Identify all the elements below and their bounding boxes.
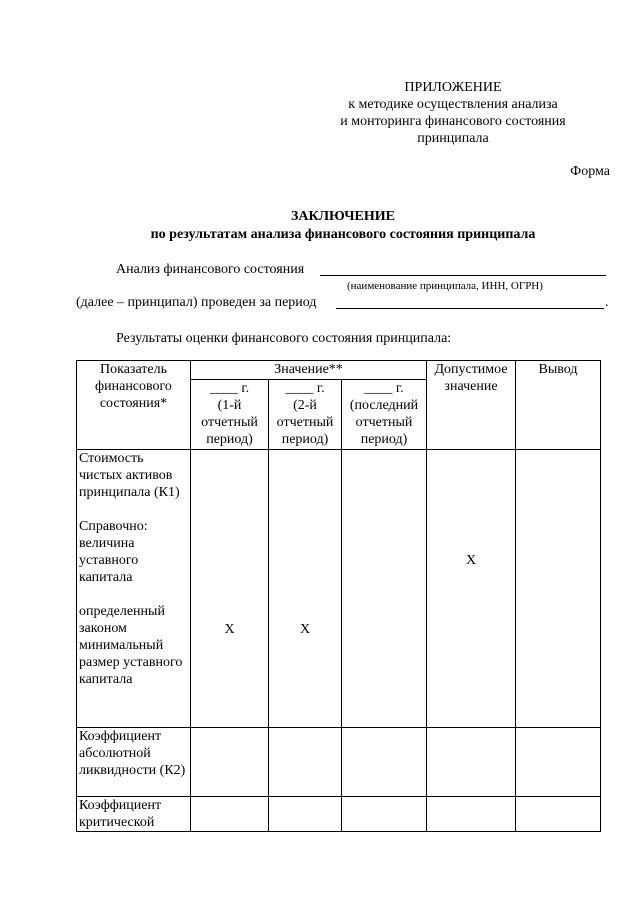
header-indicator: Показатель финансового состояния* — [77, 361, 191, 450]
analysis-prefix: Анализ финансового состояния — [116, 262, 305, 277]
k2-period-1-cell[interactable] — [191, 728, 269, 797]
k1-allowed-cell[interactable] — [427, 450, 516, 728]
k3-period-3-cell[interactable] — [342, 797, 427, 832]
k1-min-period-1-mark: X — [224, 622, 235, 637]
header-period-1 — [191, 380, 269, 450]
k2-period-3-cell[interactable] — [342, 728, 427, 797]
k2-period-2-cell[interactable] — [269, 728, 342, 797]
annex-subtitle-line1: к методике осуществления анализа — [348, 97, 558, 112]
annex-subtitle-line2: и монторинга финансового состояния — [340, 114, 566, 129]
table-row — [77, 797, 601, 832]
k3-conclusion-cell[interactable] — [516, 797, 601, 832]
results-table — [76, 360, 601, 832]
indicator-k2: Коэффициент абсолютной ликвидности (К2) — [77, 728, 191, 797]
k1-reference: Справочно: величина уставного капитала — [79, 519, 148, 585]
k3-allowed-cell[interactable] — [427, 797, 516, 832]
period-3-label: (последний отчетный период) — [349, 398, 419, 447]
k1-reference-allowed-mark: X — [465, 553, 477, 568]
k1-period-3-cell[interactable] — [342, 450, 427, 728]
document-title — [0, 208, 640, 244]
period-prefix: (далее – принципал) проведен за период — [76, 295, 317, 310]
k1-min-period-2-mark: X — [299, 622, 311, 637]
annex-subtitle-line3: принципала — [417, 131, 489, 146]
period-1-year: ____ г. — [209, 381, 250, 396]
period-2-year: ____ г. — [285, 381, 325, 396]
period-1-label: (1-й отчетный период) — [201, 398, 258, 447]
period-field[interactable] — [336, 294, 604, 309]
indicator-k3: Коэффициент критической — [77, 797, 191, 832]
form-label: Форма — [570, 164, 610, 179]
period-3-year: ____ г. — [364, 381, 404, 396]
header-allowed-value: Допустимое значение — [427, 361, 516, 450]
header-conclusion: Вывод — [516, 361, 601, 450]
period-suffix: . — [605, 295, 609, 310]
document-title-line1: ЗАКЛЮЧЕНИЕ — [290, 209, 396, 224]
k1-period-2-cell[interactable] — [269, 450, 342, 728]
header-period-2 — [269, 380, 342, 450]
principal-name-hint: (наименование принципала, ИНН, ОГРН) — [347, 280, 543, 292]
results-intro: Результаты оценки финансового состояния принципала: — [116, 331, 452, 346]
period-2-label: (2-й отчетный период) — [276, 398, 334, 447]
k1-conclusion-cell[interactable] — [516, 450, 601, 728]
indicator-k1 — [77, 450, 191, 728]
header-period-3 — [342, 380, 427, 450]
table-row — [77, 728, 601, 797]
annex-header — [318, 79, 588, 147]
k3-period-1-cell[interactable] — [191, 797, 269, 832]
k1-minimum: определенный законом минимальный размер уставного капитала — [79, 604, 183, 687]
k1-period-1-cell[interactable] — [191, 450, 269, 728]
table-row — [77, 450, 601, 728]
k2-allowed-cell[interactable] — [427, 728, 516, 797]
k2-conclusion-cell[interactable] — [516, 728, 601, 797]
annex-title: ПРИЛОЖЕНИЕ — [404, 80, 502, 95]
table-header-row — [77, 361, 601, 380]
header-value: Значение** — [191, 361, 427, 380]
k3-period-2-cell[interactable] — [269, 797, 342, 832]
document-title-line2: по результатам анализа финансового состояния принципала — [150, 227, 536, 242]
principal-name-field[interactable] — [320, 261, 606, 276]
k1-name: Стоимость чистых активов принципала (К1) — [79, 451, 180, 500]
